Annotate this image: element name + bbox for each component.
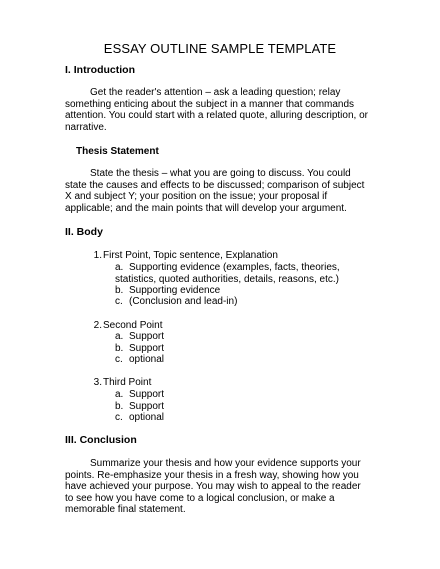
subpoint-letter: a. — [115, 389, 124, 400]
point-number: 1. — [93, 250, 102, 261]
subpoint-continuation: statistics, quoted authorities, details, reasons, etc.) — [115, 273, 339, 285]
subpoint-text: (Conclusion and lead-in) — [129, 296, 238, 307]
subpoint-letter: c. — [115, 354, 123, 365]
paragraph-line: points. Re-emphasize your thesis in a fresh way, showing how you — [65, 469, 359, 481]
paragraph-line: have achieved your purpose. You may wish to appeal to the reader — [65, 481, 361, 492]
section-heading-body: II. Body — [65, 226, 103, 238]
paragraph-line: Summarize your thesis and how your evidence supports your — [90, 458, 361, 469]
page-title: ESSAY OUTLINE SAMPLE TEMPLATE — [103, 41, 337, 56]
subpoint-letter: b. — [115, 401, 124, 412]
point-label: First Point, Topic sentence, Explanation — [103, 250, 278, 261]
introduction-paragraph — [65, 87, 368, 133]
paragraph-line: Get the reader's attention – ask a leading question; relay — [90, 87, 341, 98]
section-heading-thesis: Thesis Statement — [76, 146, 159, 157]
paragraph-line: X and subject Y; your position on the issue; your proposal if — [65, 191, 328, 202]
subpoint-text: optional — [129, 412, 165, 423]
subpoint-text: Support — [129, 401, 165, 412]
subpoint-letter: a. — [115, 262, 124, 273]
paragraph-line: memorable final statement. — [65, 504, 186, 515]
subpoint-text: Support — [129, 343, 165, 354]
paragraph-line: something enticing about the subject in a manner that commands — [65, 98, 355, 110]
point-number: 2. — [93, 320, 102, 331]
subpoint-text: Support — [129, 389, 165, 400]
subpoint-letter: b. — [115, 343, 124, 354]
subpoint-letter: c. — [115, 296, 123, 307]
paragraph-line: State the thesis – what you are going to discuss. You could — [90, 168, 351, 179]
subpoint-text: Supporting evidence — [129, 285, 221, 296]
paragraph-line: state the causes and effects to be discussed; comparison of subject — [65, 179, 365, 191]
subpoint-letter: c. — [115, 412, 123, 423]
subpoint-letter: a. — [115, 331, 124, 342]
subpoint-letter: b. — [115, 285, 124, 296]
paragraph-line: narrative. — [65, 121, 107, 133]
point-label: Second Point — [103, 320, 163, 331]
paragraph-line: to see how you have come to a logical conclusion, or make a — [65, 492, 335, 504]
subpoint-text: Support — [129, 331, 165, 342]
subpoint-text: Supporting evidence (examples, facts, theories, — [129, 262, 340, 273]
subpoint-text: optional — [129, 354, 165, 365]
thesis-paragraph — [65, 168, 364, 214]
point-label: Third Point — [103, 377, 152, 388]
paragraph-line: attention. You could start with a related quote, alluring description, or — [65, 110, 368, 121]
section-heading-introduction: I. Introduction — [65, 64, 135, 76]
section-heading-conclusion: III. Conclusion — [65, 434, 137, 446]
paragraph-line: applicable; and the main points that will develop your argument. — [65, 202, 347, 214]
point-number: 3. — [93, 377, 102, 388]
conclusion-paragraph — [65, 458, 361, 516]
